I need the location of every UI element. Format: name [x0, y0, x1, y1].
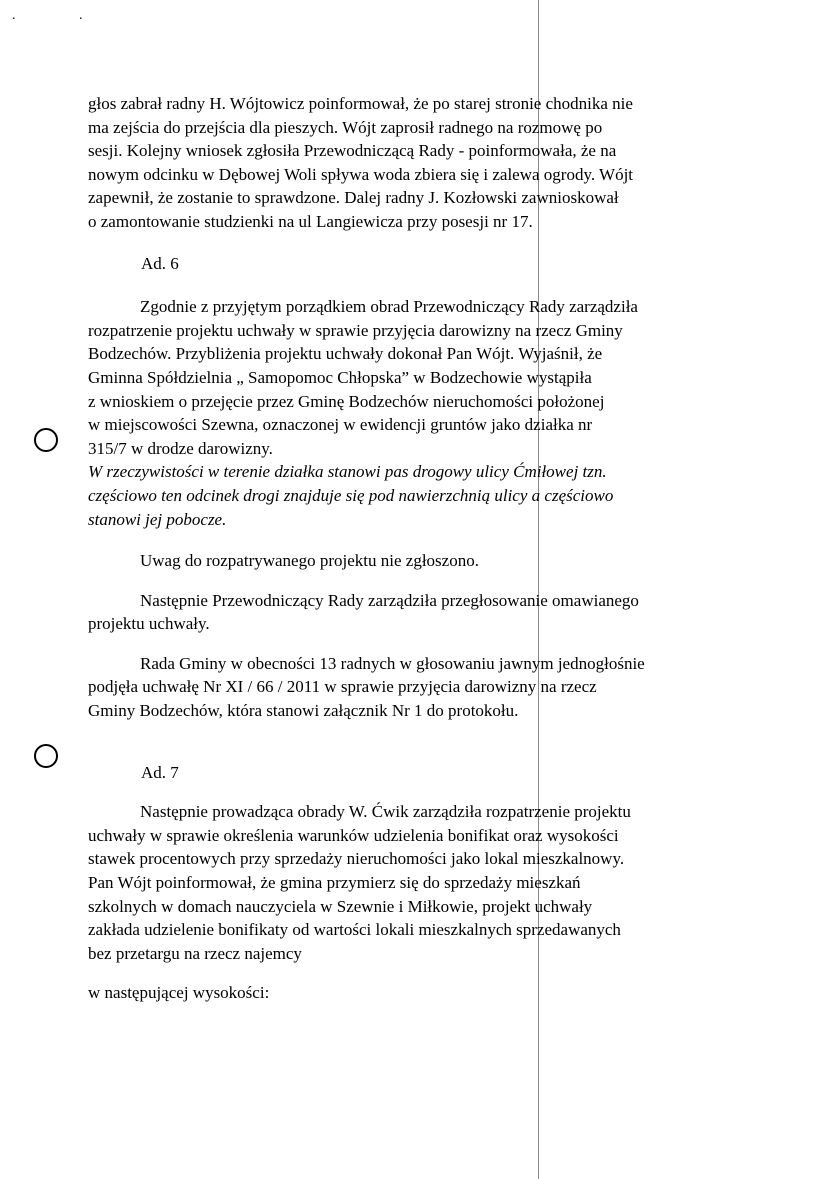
paragraph-ad7	[88, 800, 728, 965]
text-line: bez przetargu na rzecz najemcy	[88, 943, 302, 963]
text-line: stawek procentowych przy sprzedaży nieruchomości jako lokal mieszkalnowy.	[88, 849, 625, 869]
paragraph-remarks	[88, 92, 728, 234]
text-line: W rzeczywistości w terenie działka stanowi pas drogowy ulicy Ćmiłowej tzn.	[88, 462, 607, 482]
text-line: Gminna Spółdzielnia „ Samopomoc Chłopska” w Bodzechowie wystąpiła	[88, 367, 592, 387]
text-line: nowym odcinku w Dębowej Woli spływa woda zbiera się i zalewa ogrody. Wójt	[88, 164, 634, 184]
text-line: z wnioskiem o przejęcie przez Gminę Bodzechów nieruchomości położonej	[88, 391, 605, 411]
text-line: Zgodnie z przyjętym porządkiem obrad Przewodniczący Rady zarządziła	[140, 297, 638, 317]
text-line: 315/7 w drodze darowizny.	[88, 438, 273, 458]
text-line: Bodzechów. Przybliżenia projektu uchwały dokonał Pan Wójt. Wyjaśnił, że	[88, 344, 603, 364]
text-line: zakłada udzielenie bonifikaty od wartości lokali mieszkalnych sprzedawanych	[88, 920, 621, 940]
punch-hole-icon	[34, 428, 58, 452]
paragraph-vote-call	[88, 589, 728, 636]
text-line: Pan Wójt poinformował, że gmina przymierz się do sprzedaży mieszkań	[88, 873, 581, 893]
text-line: uchwały w sprawie określenia warunków udzielenia bonifikat oraz wysokości	[88, 825, 619, 845]
text-line: w miejscowości Szewna, oznaczonej w ewidencji gruntów jako działka nr	[88, 415, 593, 435]
text-line: o zamontowanie studzienki na ul Langiewicza przy posesji nr 17.	[88, 211, 533, 231]
text-line: głos zabrał radny H. Wójtowicz poinformował, że po starej stronie chodnika nie	[88, 94, 633, 113]
text-line: ma zejścia do przejścia dla pieszych. Wójt zaprosił radnego na rozmowę po	[88, 117, 603, 137]
text-line: rozpatrzenie projektu uchwały w sprawie przyjęcia darowizny na rzecz Gminy	[88, 320, 623, 340]
punch-hole-icon	[34, 744, 58, 768]
corner-mark: . .	[12, 8, 113, 23]
section-heading-ad6: Ad. 6	[141, 253, 179, 273]
text-line: zapewnił, że zostanie to sprawdzone. Dalej radny J. Kozłowski zawnioskował	[88, 188, 619, 208]
paragraph-ad6-reality	[88, 460, 728, 531]
text-line: projektu uchwały.	[88, 614, 210, 634]
text-line: sesji. Kolejny wniosek zgłosiła Przewodniczącą Rady - poinformowała, że na	[88, 141, 617, 161]
paragraph-resolution	[88, 652, 728, 723]
text-line: szkolnych w domach nauczyciela w Szewnie i Miłkowie, projekt uchwały	[88, 896, 593, 916]
document-body	[88, 92, 728, 1005]
text-line: stanowi jej pobocze.	[88, 509, 227, 529]
text-line: Następnie prowadząca obrady W. Ćwik zarządziła rozpatrzenie projektu	[140, 802, 631, 822]
section-heading-ad7: Ad. 7	[141, 762, 179, 782]
text-line: Następnie Przewodniczący Rady zarządziła przegłosowanie omawianego	[140, 590, 639, 610]
text-line: podjęła uchwałę Nr XI / 66 / 2011 w sprawie przyjęcia darowizny na rzecz	[88, 677, 597, 697]
text-line: Rada Gminy w obecności 13 radnych w głosowaniu jawnym jednogłośnie	[140, 653, 645, 673]
text-line: częściowo ten odcinek drogi znajduje się pod nawierzchnią ulicy a częściowo	[88, 485, 614, 505]
text-line: Gminy Bodzechów, która stanowi załącznik Nr 1 do protokołu.	[88, 701, 519, 721]
paragraph-no-remarks: Uwag do rozpatrywanego projektu nie zgłoszono.	[140, 551, 479, 571]
paragraph-amounts-intro: w następującej wysokości:	[88, 983, 270, 1003]
paragraph-ad6-intro	[88, 295, 728, 460]
